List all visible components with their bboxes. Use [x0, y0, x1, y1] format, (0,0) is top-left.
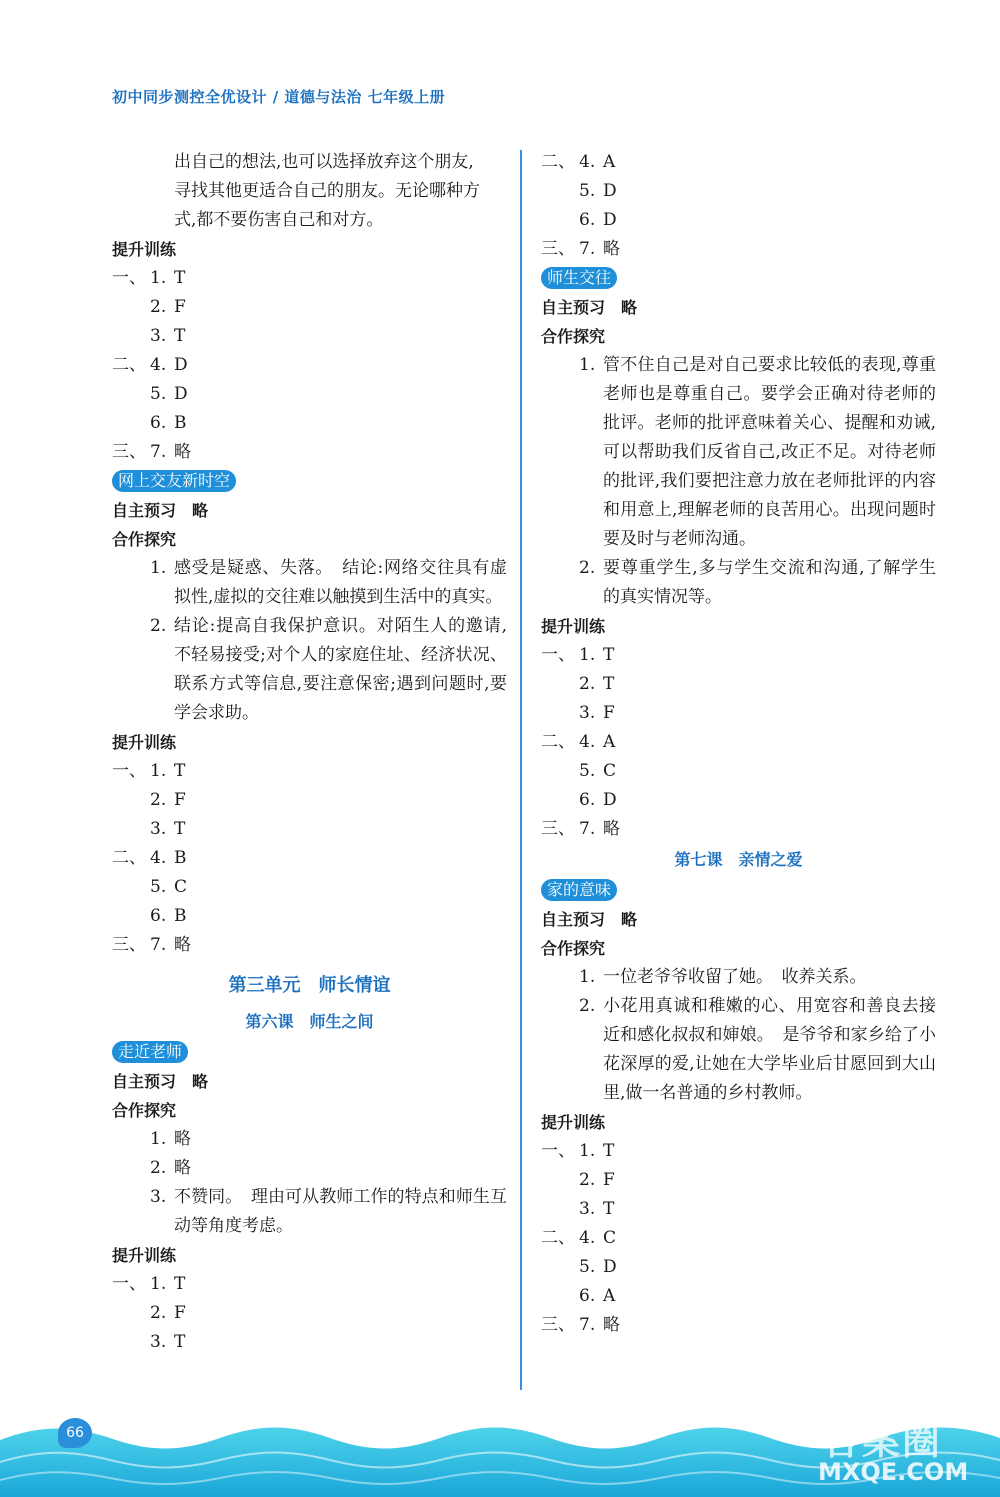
answer-pre: [112, 786, 150, 815]
answer-row: [541, 148, 936, 177]
answer-num: 5.: [150, 384, 167, 404]
answer-pre: [541, 786, 579, 815]
explore-item: [541, 963, 936, 992]
answer-row: [541, 1224, 936, 1253]
answer-row: [112, 1299, 507, 1328]
answer-num: 7.: [579, 239, 596, 259]
answer-row: [541, 757, 936, 786]
explore-list: [112, 1125, 507, 1241]
explore-text: 略: [174, 1158, 191, 1178]
explore-num: 2.: [150, 616, 167, 636]
column-divider: [520, 150, 522, 1390]
answer-row: [112, 264, 507, 293]
answer-num: 2.: [579, 1170, 596, 1190]
lesson-heading: 第六课 师生之间: [245, 1012, 374, 1031]
right-column: [541, 148, 936, 1340]
answer-val: D: [603, 1257, 617, 1277]
answer-row: [541, 177, 936, 206]
answer-pre: [541, 699, 579, 728]
answer-pre: [541, 757, 579, 786]
answer-num: 3.: [150, 326, 167, 346]
answer-pre: [112, 1299, 150, 1328]
answer-num: 4.: [579, 152, 596, 172]
indent: [112, 1183, 150, 1241]
answer-row: [541, 1282, 936, 1311]
answer-num: 5.: [579, 181, 596, 201]
watermark-url: MXQE.COM: [818, 1458, 969, 1486]
answer-row: [541, 1311, 936, 1340]
answer-val: C: [174, 877, 188, 897]
explore-text: 不赞同。 理由可从教师工作的特点和师生互动等角度考虑。: [174, 1187, 507, 1236]
answer-num: 6.: [579, 790, 596, 810]
answer-val: D: [603, 181, 617, 201]
explore-text: 要尊重学生,多与学生交流和沟通,了解学生的真实情况等。: [603, 558, 936, 607]
answer-num: 1.: [150, 761, 167, 781]
answer-val: T: [174, 761, 186, 781]
answer-row: [112, 786, 507, 815]
answer-list: [541, 641, 936, 844]
explore-text: 感受是疑惑、失落。 结论:网络交往具有虚拟性,虚拟的交往难以触摸到生活中的真实。: [174, 558, 507, 607]
explore-item: [112, 554, 507, 612]
answer-pre: [112, 322, 150, 351]
answer-pre: [541, 206, 579, 235]
answer-pre: 二、: [541, 1228, 575, 1248]
answer-row: [541, 1166, 936, 1195]
answer-val: F: [603, 703, 615, 723]
answer-num: 6.: [150, 413, 167, 433]
answer-val: 略: [603, 1315, 620, 1335]
continued-paragraph: [112, 148, 507, 235]
answer-row: [112, 757, 507, 786]
answer-val: F: [174, 297, 186, 317]
answer-num: 4.: [579, 1228, 596, 1248]
answer-list: [112, 757, 507, 960]
answer-pre: [541, 177, 579, 206]
answer-pre: [112, 815, 150, 844]
section-tag: 网上交友新时空: [112, 470, 236, 492]
indent: [541, 554, 579, 612]
explore-title: 合作探究: [112, 530, 177, 549]
answer-num: 3.: [150, 1332, 167, 1352]
training-title: 提升训练: [112, 1246, 177, 1265]
explore-num: 2.: [579, 558, 596, 578]
explore-num: 1.: [579, 967, 596, 987]
preview-line: 自主预习 略: [541, 910, 638, 929]
answer-row: [541, 786, 936, 815]
answer-pre: 三、: [112, 442, 146, 462]
explore-title: 合作探究: [541, 327, 606, 346]
text-line: 式,都不要伤害自己和对方。: [174, 210, 384, 230]
answer-val: T: [174, 1274, 186, 1294]
preview-line: 自主预习 略: [112, 501, 209, 520]
answer-pre: 二、: [112, 355, 146, 375]
explore-text: 结论:提高自我保护意识。对陌生人的邀请,不轻易接受;对个人的家庭住址、经济状况、联系方式等信息,要注意保密;遇到问题时,要学会求助。: [174, 616, 507, 723]
answer-row: [541, 815, 936, 844]
answer-pre: 二、: [541, 732, 575, 752]
answer-val: T: [603, 1141, 615, 1161]
answer-row: [112, 873, 507, 902]
answer-row: [541, 235, 936, 264]
answer-val: F: [603, 1170, 615, 1190]
explore-num: 3.: [150, 1187, 167, 1207]
answer-val: D: [174, 355, 188, 375]
answer-row: [541, 670, 936, 699]
answer-pre: [541, 1282, 579, 1311]
answer-val: B: [174, 413, 187, 433]
answer-val: B: [174, 906, 187, 926]
page-number: 66: [58, 1418, 92, 1448]
answer-pre: 二、: [112, 848, 146, 868]
answer-row: [112, 293, 507, 322]
answer-num: 1.: [579, 1141, 596, 1161]
answer-num: 3.: [150, 819, 167, 839]
indent: [112, 1125, 150, 1154]
answer-list: [541, 1137, 936, 1340]
answer-val: T: [174, 268, 186, 288]
answer-val: 略: [603, 239, 620, 259]
explore-item: [112, 612, 507, 728]
indent: [112, 612, 150, 728]
answer-val: D: [603, 210, 617, 230]
answer-num: 6.: [579, 210, 596, 230]
answer-val: C: [603, 1228, 617, 1248]
answer-num: 7.: [150, 442, 167, 462]
explore-text: 略: [174, 1129, 191, 1149]
answer-val: B: [174, 848, 187, 868]
answer-val: A: [603, 1286, 616, 1306]
running-header: 初中同步测控全优设计 / 道德与法治 七年级上册: [112, 88, 446, 106]
answer-pre: [112, 380, 150, 409]
answer-val: C: [603, 761, 617, 781]
answer-pre: 三、: [541, 819, 575, 839]
answer-num: 4.: [150, 848, 167, 868]
explore-item: [541, 992, 936, 1108]
indent: [541, 351, 579, 554]
answer-pre: 一、: [112, 1274, 146, 1294]
answer-list: [112, 1270, 507, 1357]
watermark-text: 答案圈: [822, 1419, 943, 1463]
answer-val: T: [174, 1332, 186, 1352]
indent: [112, 1154, 150, 1183]
answer-num: 1.: [150, 268, 167, 288]
answer-val: 略: [603, 819, 620, 839]
answer-val: D: [603, 790, 617, 810]
answer-row: [541, 1195, 936, 1224]
answer-num: 2.: [150, 790, 167, 810]
answer-row: [112, 351, 507, 380]
answer-num: 5.: [579, 1257, 596, 1277]
answer-num: 4.: [579, 732, 596, 752]
answer-val: T: [174, 326, 186, 346]
answer-pre: 一、: [541, 645, 575, 665]
answer-pre: 一、: [541, 1141, 575, 1161]
answer-val: A: [603, 152, 616, 172]
answer-pre: [112, 409, 150, 438]
left-column: [112, 148, 507, 1357]
preview-line: 自主预习 略: [541, 298, 638, 317]
answer-num: 7.: [579, 1315, 596, 1335]
answer-row: [541, 206, 936, 235]
answer-val: T: [603, 645, 615, 665]
explore-item: [112, 1183, 507, 1241]
answer-val: 略: [174, 442, 191, 462]
answer-pre: 二、: [541, 152, 575, 172]
lesson-heading: 第七课 亲情之爱: [674, 850, 803, 869]
answer-row: [541, 728, 936, 757]
answer-val: T: [603, 674, 615, 694]
explore-item: [112, 1125, 507, 1154]
section-tag: 师生交往: [541, 267, 617, 289]
preview-line: 自主预习 略: [112, 1072, 209, 1091]
answer-num: 3.: [579, 703, 596, 723]
answer-pre: 三、: [541, 239, 575, 259]
training-title: 提升训练: [541, 617, 606, 636]
answer-row: [112, 380, 507, 409]
explore-item: [112, 1154, 507, 1183]
explore-num: 1.: [579, 355, 596, 375]
explore-text: 小花用真诚和稚嫩的心、用宽容和善良去接近和感化叔叔和婶娘。 是爷爷和家乡给了小花深厚的爱,让她在大学毕业后甘愿回到大山里,做一名普通的乡村教师。: [603, 996, 936, 1103]
answer-num: 7.: [150, 935, 167, 955]
training-title: 提升训练: [112, 733, 177, 752]
indent: [541, 963, 579, 992]
answer-pre: [541, 670, 579, 699]
answer-row: [541, 699, 936, 728]
explore-num: 1.: [150, 1129, 167, 1149]
answer-val: 略: [174, 935, 191, 955]
answer-pre: 一、: [112, 268, 146, 288]
answer-val: F: [174, 790, 186, 810]
answer-pre: [112, 293, 150, 322]
answer-num: 1.: [579, 645, 596, 665]
answer-list: [112, 264, 507, 467]
answer-row: [112, 1270, 507, 1299]
explore-num: 2.: [150, 1158, 167, 1178]
answer-row: [112, 322, 507, 351]
answer-row: [112, 815, 507, 844]
answer-num: 5.: [579, 761, 596, 781]
answer-val: T: [603, 1199, 615, 1219]
answer-val: T: [174, 819, 186, 839]
answer-row: [541, 641, 936, 670]
answer-pre: [112, 1328, 150, 1357]
answer-num: 3.: [579, 1199, 596, 1219]
explore-list: [112, 554, 507, 728]
answer-row: [112, 902, 507, 931]
indent: [541, 992, 579, 1108]
answer-num: 2.: [579, 674, 596, 694]
answer-num: 2.: [150, 297, 167, 317]
answer-row: [541, 1137, 936, 1166]
answer-num: 1.: [150, 1274, 167, 1294]
answer-list: [541, 148, 936, 264]
answer-pre: 三、: [112, 935, 146, 955]
explore-list: [541, 963, 936, 1108]
explore-num: 1.: [150, 558, 167, 578]
answer-num: 2.: [150, 1303, 167, 1323]
answer-num: 6.: [579, 1286, 596, 1306]
answer-pre: [112, 873, 150, 902]
answer-pre: [112, 902, 150, 931]
answer-row: [112, 931, 507, 960]
answer-pre: 三、: [541, 1315, 575, 1335]
indent: [112, 554, 150, 612]
explore-text: 管不住自己是对自己要求比较低的表现,尊重老师也是尊重自己。要学会正确对待老师的批评。老师的批评意味着关心、提醒和劝诫,可以帮助我们反省自己,改正不足。对待老师的批评,我们要把注意力放在老师批评的内容和用意上,理解老师的良苦用心。出现问题时要及时与老师沟通。: [603, 355, 936, 549]
answer-row: [541, 1253, 936, 1282]
explore-text: 一位老爷爷收留了她。 收养关系。: [603, 967, 867, 987]
answer-row: [112, 1328, 507, 1357]
explore-item: [541, 554, 936, 612]
explore-num: 2.: [579, 996, 596, 1016]
answer-pre: [541, 1195, 579, 1224]
answer-row: [112, 844, 507, 873]
explore-title: 合作探究: [112, 1101, 177, 1120]
training-title: 提升训练: [112, 240, 177, 259]
answer-row: [112, 409, 507, 438]
unit-heading: 第三单元 师长情谊: [228, 975, 391, 996]
explore-item: [541, 351, 936, 554]
answer-pre: [541, 1253, 579, 1282]
section-tag: 走近老师: [112, 1041, 188, 1063]
answer-num: 7.: [579, 819, 596, 839]
answer-val: A: [603, 732, 616, 752]
answer-pre: 一、: [112, 761, 146, 781]
answer-val: D: [174, 384, 188, 404]
answer-num: 5.: [150, 877, 167, 897]
explore-title: 合作探究: [541, 939, 606, 958]
answer-pre: [541, 1166, 579, 1195]
answer-val: F: [174, 1303, 186, 1323]
answer-num: 6.: [150, 906, 167, 926]
answer-num: 4.: [150, 355, 167, 375]
section-tag: 家的意味: [541, 879, 617, 901]
text-line: 出自己的想法,也可以选择放弃这个朋友,: [174, 152, 474, 172]
explore-list: [541, 351, 936, 612]
text-line: 寻找其他更适合自己的朋友。无论哪种方: [174, 181, 480, 201]
answer-row: [112, 438, 507, 467]
training-title: 提升训练: [541, 1113, 606, 1132]
